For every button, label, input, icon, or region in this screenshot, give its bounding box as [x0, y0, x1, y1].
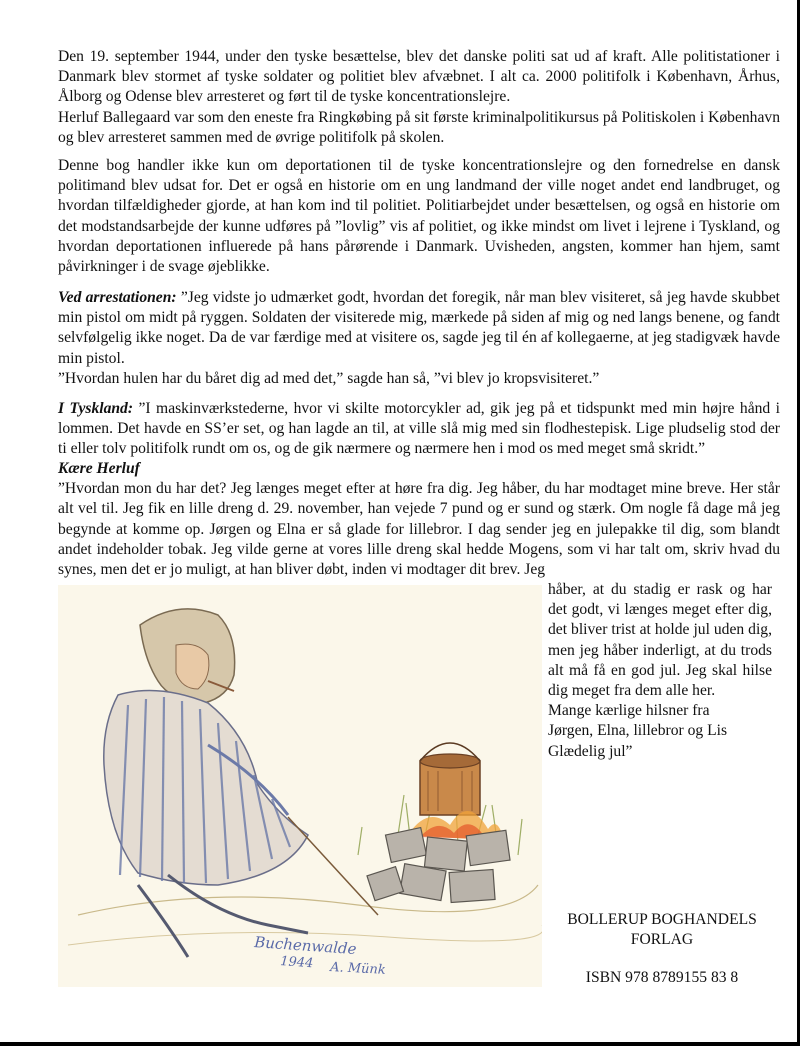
letter-column-text: håber, at du stadig er rask og har det godt, vi længes meget efter dig, det bliver trist at holde jul uden dig, men jeg håber inderligt, at du trods alt må få en god jul. Jeg skal hilse dig meget fra dem alle her.: [548, 581, 772, 700]
buchenwald-sketch-illustration: [58, 585, 542, 987]
arrest-quote: ”Hvordan hulen har du båret dig ad med det,” sagde han så, ”vi blev jo kropsvisiteret.”: [58, 369, 600, 387]
arrest-lead: Ved arrestationen:: [58, 289, 177, 306]
germany-paragraph: [58, 399, 780, 460]
isbn-number: ISBN 978 8789155 83 8: [585, 969, 739, 986]
intro-paragraph-2: Herluf Ballegaard var som den eneste fra Ringkøbing på sit første kriminalpolitikursus på Politiskolen i København og blev arresteret sammen med de øvrige politifolk på skolen.: [58, 108, 780, 146]
intro-paragraph-1: Den 19. september 1944, under den tyske besættelse, blev det danske politi sat ud af kraft. Alle politistationer i Danmark blev stormet af tyske soldater og politiet blev afvæbnet. I alt ca. 2000 politifolk i København, Århus, Ålborg og Odense blev arresteret og ført til de tyske koncentrationslejre.: [58, 48, 780, 106]
arrest-paragraph: [58, 288, 780, 369]
about-paragraph: Denne bog handler ikke kun om deportationen til de tyske koncentrationslejre og den fornedrelse en dansk politimand blev udsat for. Det er også en historie om en ung landmand der ville noget andet end landbruget, og hvordan tilfældigheder gjorde, at han kom ind til politiet. Politiarbejdet under besættelsen, og også en historie om det modstandsarbejde der kunne udføres på ”lovlig” vis af politiet, og ikke mindst om livet i lejrene i Tyskland, og hvordan deportationen influerede på hans pårørende i Danmark. Uvisheden, angsten, kommer han hjem, samt påvirkninger i de svage øjeblikke.: [58, 157, 780, 276]
letter-column: [548, 580, 772, 762]
sketch-drawing: [58, 585, 542, 987]
letter-section: [58, 459, 780, 580]
about-section: [58, 156, 780, 277]
letter-closing-1: Mange kærlige hilsner fra: [548, 702, 710, 720]
publisher-line-1: BOLLERUP BOGHANDELS: [567, 911, 757, 928]
intro-section: [58, 47, 780, 148]
germany-section: [58, 399, 780, 460]
letter-closing-2: Jørgen, Elna, lillebror og Lis: [548, 722, 728, 740]
letter-text: ”Hvordan mon du har det? Jeg længes meget efter at høre fra dig. Jeg håber, du har modtaget mine breve. Her står alt vel til. Jeg fik en lille dreng d. 29. november, han vejede 7 pund og er sund og stærk. Om nogle få dage må jeg begynde at komme op. Jørgen og Elna er så glade for lillebror. I dag sender jeg en julepakke til dig, som blandt andet indeholder tobak. Jeg vilde gerne at vores lille dreng skal hedde Mogens, som vi har talt om, skriv hvad du synes, men det er jo muligt, at han bliver døbt, inden vi modtager dit brev. Jeg: [58, 480, 780, 579]
arrest-text: ”Jeg vidste jo udmærket godt, hvordan det foregik, når man blev visiteret, så jeg havde skubbet min pistol om midt på ryggen. Soldaten der visiterede mig, mærkede på siden af mig og ned langs benene, og fandt selvfølgelig ikke noget. Da de var færdige med at visitere os, sagde jeg til én af kollegaerne, at jeg stadigvæk havde min pistol.: [58, 289, 781, 367]
letter-closing-3: Glædelig jul”: [548, 742, 633, 760]
sketch-signature: A. Münk: [329, 960, 387, 978]
letter-heading: Kære Herluf: [58, 460, 140, 477]
publisher-line-2: FORLAG: [630, 931, 694, 948]
arrest-section: [58, 288, 780, 389]
publisher-name: [546, 910, 778, 950]
germany-lead: I Tyskland:: [58, 400, 134, 417]
sketch-inscription-place: Buchenwalde: [253, 933, 358, 959]
germany-text: ”I maskinværkstederne, hvor vi skilte motorcykler ad, gik jeg på et tidspunkt med min højre hånd i lommen. Det havde en SS’er set, og han lagde an til, at ville slå mig med sin flodhestepisk. Lige pludselig stod der ti eller tolv politifolk rundt om os, og de gik nærmere og nærmere hen i mod os med meget små skridt.”: [58, 400, 780, 458]
sketch-inscription-year: 1944: [279, 954, 314, 972]
